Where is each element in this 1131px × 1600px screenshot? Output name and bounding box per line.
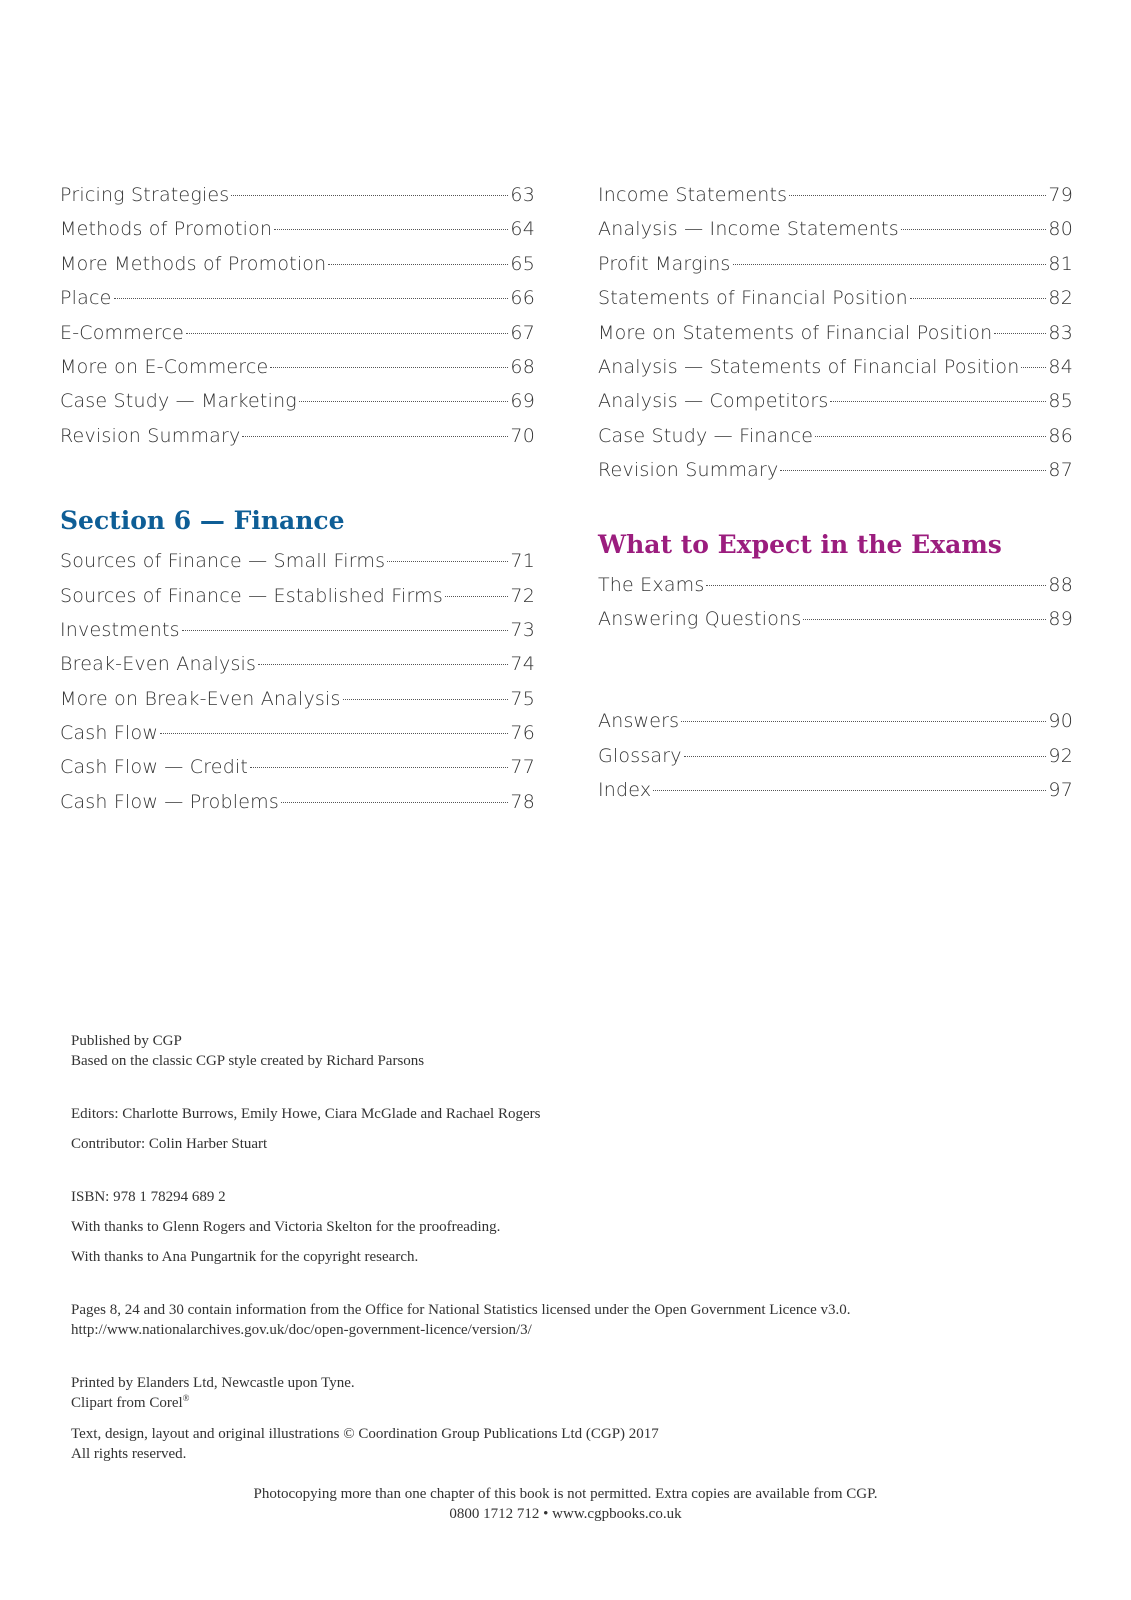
- toc-entry-title: Sources of Finance — Established Firms: [60, 584, 443, 607]
- toc-entry-page: 70: [510, 424, 535, 447]
- toc-entry-page: 79: [1048, 184, 1073, 206]
- editors: Editors: Charlotte Burrows, Emily Howe, Ciara McGlade and Rachael Rogers: [71, 1106, 541, 1122]
- toc-entry-title: More on Break-Even Analysis: [60, 687, 341, 710]
- toc-list-finance-continued: [598, 178, 1073, 488]
- toc-entry-page: 67: [510, 321, 535, 344]
- toc-entry: [60, 281, 535, 315]
- toc-entry-page: 77: [510, 756, 535, 779]
- thanks-proofreading: With thanks to Glenn Rogers and Victoria Skelton for the proofreading.: [71, 1219, 501, 1235]
- dot-leader: [328, 264, 508, 265]
- toc-entry: [598, 212, 1073, 246]
- toc-entry: [60, 544, 535, 578]
- dot-leader: [250, 767, 508, 768]
- dot-leader: [789, 195, 1046, 196]
- dot-leader: [274, 229, 508, 230]
- clipart-credit: [71, 1393, 1071, 1413]
- toc-entry-title: Revision Summary: [60, 424, 241, 447]
- toc-entry: [598, 453, 1073, 487]
- toc-entry: [598, 384, 1073, 418]
- toc-entry-title: Answers: [598, 710, 680, 733]
- toc-entry-page: 86: [1048, 424, 1073, 447]
- toc-entry-page: 75: [510, 687, 535, 710]
- toc-entry-title: The Exams: [598, 573, 705, 596]
- toc-entry: [60, 384, 535, 418]
- toc-entry-page: 68: [510, 355, 535, 378]
- dot-leader: [445, 596, 508, 597]
- toc-list-marketing: [60, 178, 535, 453]
- toc-entry-page: 81: [1048, 252, 1073, 275]
- toc-entry: [60, 212, 535, 246]
- dot-leader: [684, 756, 1047, 757]
- dot-leader: [910, 298, 1047, 299]
- toc-right-column: [598, 178, 1073, 807]
- toc-entry: [60, 750, 535, 784]
- dot-leader: [706, 585, 1046, 586]
- based-on: Based on the classic CGP style created by Richard Parsons: [71, 1053, 425, 1069]
- toc-entry-title: Analysis — Competitors: [598, 390, 829, 413]
- toc-entry-page: 64: [510, 218, 535, 241]
- toc-entry-title: More on E-Commerce: [60, 355, 269, 378]
- rights-reserved: All rights reserved.: [71, 1446, 187, 1462]
- toc-entry-page: 80: [1048, 218, 1073, 241]
- section-6-finance-heading: Section 6 — Finance: [60, 506, 345, 536]
- toc-entry: [60, 178, 535, 212]
- toc-entry-page: 84: [1048, 355, 1073, 378]
- dot-leader: [994, 333, 1046, 334]
- toc-entry-title: Place: [60, 287, 112, 310]
- thanks-copyright: With thanks to Ana Pungartnik for the copyright research.: [71, 1249, 419, 1265]
- toc-entry: [598, 316, 1073, 350]
- dot-leader: [182, 630, 509, 631]
- dot-leader: [653, 790, 1046, 791]
- ons-notice: Pages 8, 24 and 30 contain information from the Office for National Statistics licensed under the Open Government Licence v3.0.: [71, 1302, 851, 1318]
- toc-entry: [60, 647, 535, 681]
- dot-leader: [1021, 367, 1046, 368]
- dot-leader: [343, 699, 509, 700]
- toc-entry: [60, 579, 535, 613]
- toc-entry-title: Answering Questions: [598, 607, 802, 630]
- toc-entry-title: Analysis — Statements of Financial Position: [598, 355, 1020, 378]
- dot-leader: [733, 264, 1047, 265]
- toc-entry: [598, 568, 1073, 602]
- dot-leader: [160, 733, 508, 734]
- toc-left-column: [60, 178, 535, 819]
- dot-leader: [242, 436, 508, 437]
- toc-entry-page: 65: [510, 252, 535, 275]
- toc-entry-page: 66: [510, 287, 535, 310]
- toc-entry-title: Methods of Promotion: [60, 218, 273, 241]
- toc-entry-page: 73: [510, 618, 535, 641]
- toc-entry-title: Cash Flow — Problems: [60, 790, 279, 813]
- dot-leader: [830, 401, 1046, 402]
- ons-url: http://www.nationalarchives.gov.uk/doc/open-government-licence/version/3/: [71, 1322, 532, 1338]
- toc-entry-title: Profit Margins: [598, 252, 731, 275]
- toc-entry-page: 89: [1048, 607, 1073, 630]
- dot-leader: [299, 401, 509, 402]
- toc-entry-page: 83: [1048, 321, 1073, 344]
- dot-leader: [901, 229, 1047, 230]
- isbn: ISBN: 978 1 78294 689 2: [71, 1189, 226, 1205]
- dot-leader: [681, 721, 1046, 722]
- toc-entry: [598, 704, 1073, 738]
- toc-entry: [60, 716, 535, 750]
- contact-line: 0800 1712 712 • www.cgpbooks.co.uk: [449, 1506, 682, 1522]
- dot-leader: [258, 664, 508, 665]
- exams-heading: What to Expect in the Exams: [598, 529, 1002, 559]
- contributor: Contributor: Colin Harber Stuart: [71, 1136, 268, 1152]
- toc-entry: [598, 739, 1073, 773]
- copyright: Text, design, layout and original illustrations © Coordination Group Publications Ltd (CGP) 2017: [71, 1426, 659, 1442]
- toc-entry-page: 92: [1048, 744, 1073, 767]
- clipart-text: Clipart from Corel: [71, 1395, 183, 1411]
- toc-entry-title: Case Study — Finance: [598, 424, 814, 447]
- toc-entry-page: 76: [510, 722, 535, 745]
- toc-entry-title: Case Study — Marketing: [60, 390, 297, 413]
- toc-entry-title: Sources of Finance — Small Firms: [60, 550, 386, 573]
- toc-entry: [60, 682, 535, 716]
- toc-entry-page: 90: [1048, 710, 1073, 733]
- dot-leader: [387, 561, 508, 562]
- toc-entry-title: Cash Flow — Credit: [60, 756, 249, 779]
- printed-by: Printed by Elanders Ltd, Newcastle upon Tyne.: [71, 1375, 355, 1391]
- dot-leader: [114, 298, 509, 299]
- toc-entry-page: 69: [510, 390, 535, 413]
- toc-entry-title: E-Commerce: [60, 321, 184, 344]
- footer: [0, 1484, 1131, 1524]
- dot-leader: [780, 470, 1046, 471]
- toc-entry-title: Analysis — Income Statements: [598, 218, 899, 241]
- toc-entry: [60, 419, 535, 453]
- registered-mark: ®: [182, 1393, 190, 1403]
- imprint-block: [71, 1031, 1071, 1464]
- toc-entry-title: More Methods of Promotion: [60, 252, 327, 275]
- toc-entry-title: Cash Flow: [60, 722, 159, 745]
- toc-entry-title: Index: [598, 779, 652, 802]
- toc-entry: [598, 178, 1073, 212]
- toc-list-back-matter: [598, 704, 1073, 807]
- toc-entry: [60, 785, 535, 819]
- toc-entry-title: Pricing Strategies: [60, 184, 230, 206]
- toc-entry-title: Break-Even Analysis: [60, 653, 257, 676]
- toc-entry-page: 63: [510, 184, 535, 206]
- dot-leader: [270, 367, 508, 368]
- toc-entry-title: Investments: [60, 618, 180, 641]
- toc-entry-page: 72: [510, 584, 535, 607]
- toc-entry-page: 71: [510, 550, 535, 573]
- toc-entry: [598, 350, 1073, 384]
- toc-entry: [60, 350, 535, 384]
- toc-list-finance: [60, 544, 535, 819]
- toc-entry-title: Statements of Financial Position: [598, 287, 908, 310]
- toc-entry: [598, 247, 1073, 281]
- dot-leader: [186, 333, 508, 334]
- toc-entry: [60, 613, 535, 647]
- published-by: Published by CGP: [71, 1033, 182, 1049]
- toc-entry-page: 85: [1048, 390, 1073, 413]
- dot-leader: [803, 619, 1046, 620]
- toc-entry-title: Glossary: [598, 744, 682, 767]
- dot-leader: [231, 195, 508, 196]
- toc-entry: [598, 281, 1073, 315]
- toc-entry: [598, 602, 1073, 636]
- toc-entry-page: 87: [1048, 459, 1073, 482]
- toc-entry-title: Revision Summary: [598, 459, 779, 482]
- toc-entry-title: More on Statements of Financial Position: [598, 321, 993, 344]
- toc-entry-page: 97: [1048, 779, 1073, 802]
- toc-entry-page: 82: [1048, 287, 1073, 310]
- photocopy-notice: Photocopying more than one chapter of this book is not permitted. Extra copies are available from CGP.: [253, 1486, 878, 1502]
- toc-entry: [60, 316, 535, 350]
- toc-entry: [60, 247, 535, 281]
- dot-leader: [815, 436, 1046, 437]
- dot-leader: [281, 802, 509, 803]
- toc-entry-page: 74: [510, 653, 535, 676]
- toc-list-exams: [598, 568, 1073, 637]
- toc-entry: [598, 419, 1073, 453]
- toc-entry-title: Income Statements: [598, 184, 788, 206]
- toc-entry-page: 88: [1048, 573, 1073, 596]
- toc-entry-page: 78: [510, 790, 535, 813]
- toc-entry: [598, 773, 1073, 807]
